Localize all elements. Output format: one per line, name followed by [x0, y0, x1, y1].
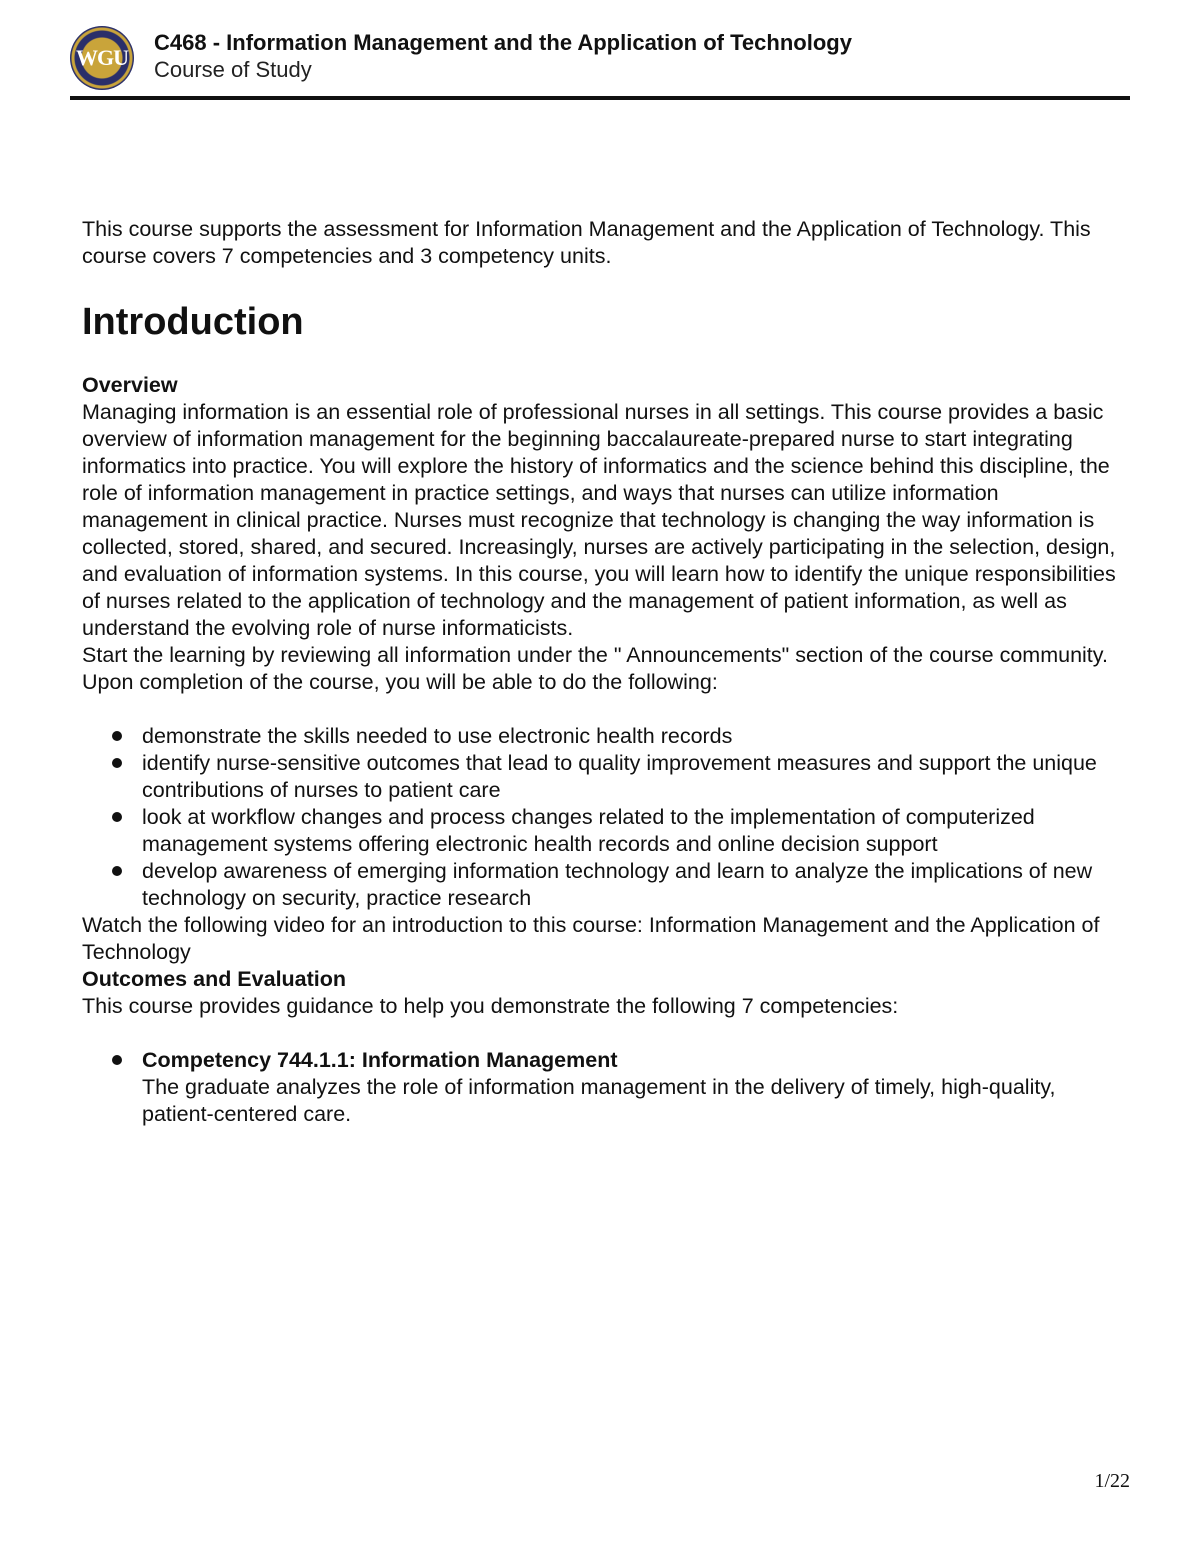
- bullet-icon: [112, 1055, 122, 1065]
- list-item: [82, 723, 1122, 750]
- course-subtitle: Course of Study: [154, 57, 312, 82]
- bullet-icon: [112, 731, 122, 741]
- overview-heading: Overview: [82, 373, 178, 397]
- competency-description: The graduate analyzes the role of information management in the delivery of timely, high-quality, patient-centered care.: [142, 1075, 1056, 1126]
- intro-paragraph: This course supports the assessment for Information Management and the Application of Technology. This course covers 7 competencies and 3 competency units.: [82, 217, 1091, 268]
- list-item: [82, 804, 1122, 858]
- objective-text: look at workflow changes and process changes related to the implementation of computerized management systems offering electronic health records and online decision support: [142, 805, 1035, 856]
- video-text: Watch the following video for an introduction to this course: Information Management and the Application of Technology: [82, 913, 1100, 964]
- bullet-icon: [112, 758, 122, 768]
- wgu-seal-logo: [70, 26, 134, 90]
- page-number: 1/22: [1094, 1470, 1130, 1492]
- outcomes-heading: Outcomes and Evaluation: [82, 967, 347, 991]
- logo-text: WGU: [76, 45, 128, 70]
- list-item: [82, 858, 1122, 912]
- page-header: [70, 26, 1130, 98]
- bullet-icon: [112, 866, 122, 876]
- completion-lead: Upon completion of the course, you will be able to do the following:: [82, 670, 718, 694]
- bullet-icon: [112, 812, 122, 822]
- competencies-list: [82, 1047, 1122, 1128]
- objectives-list: [82, 723, 1122, 912]
- objective-text: demonstrate the skills needed to use electronic health records: [142, 724, 733, 748]
- course-title: C468 - Information Management and the Application of Technology: [154, 30, 852, 55]
- overview-text: Managing information is an essential role of professional nurses in all settings. This course provides a basic overview of information management for the beginning baccalaureate-prepared nurse to start integrating informatics into practice. You will explore the history of informatics and the science behind this discipline, the role of information management in practice settings, and ways that nurses can utilize information management in clinical practice. Nurses must recognize that technology is changing the way information is collected, stored, shared, and secured. Increasingly, nurses are actively participating in the selection, design, and evaluation of information systems. In this course, you will learn how to identify the unique responsibilities of nurses related to the application of technology and the management of patient information, as well as understand the evolving role of nurse informaticists.: [82, 400, 1116, 640]
- outcomes-text: This course provides guidance to help you demonstrate the following 7 competencies:: [82, 994, 899, 1018]
- start-text: Start the learning by reviewing all information under the " Announcements" section of the course community.: [82, 643, 1108, 667]
- header-divider: [70, 96, 1130, 100]
- objective-text: identify nurse-sensitive outcomes that lead to quality improvement measures and support the unique contributions of nurses to patient care: [142, 751, 1097, 802]
- objective-text: develop awareness of emerging information technology and learn to analyze the implications of new technology on security, practice research: [142, 859, 1093, 910]
- competency-title: Competency 744.1.1: Information Management: [142, 1048, 618, 1072]
- section-heading-introduction: Introduction: [82, 301, 304, 343]
- document-body: [82, 216, 1122, 1128]
- list-item: [82, 1047, 1122, 1128]
- list-item: [82, 750, 1122, 804]
